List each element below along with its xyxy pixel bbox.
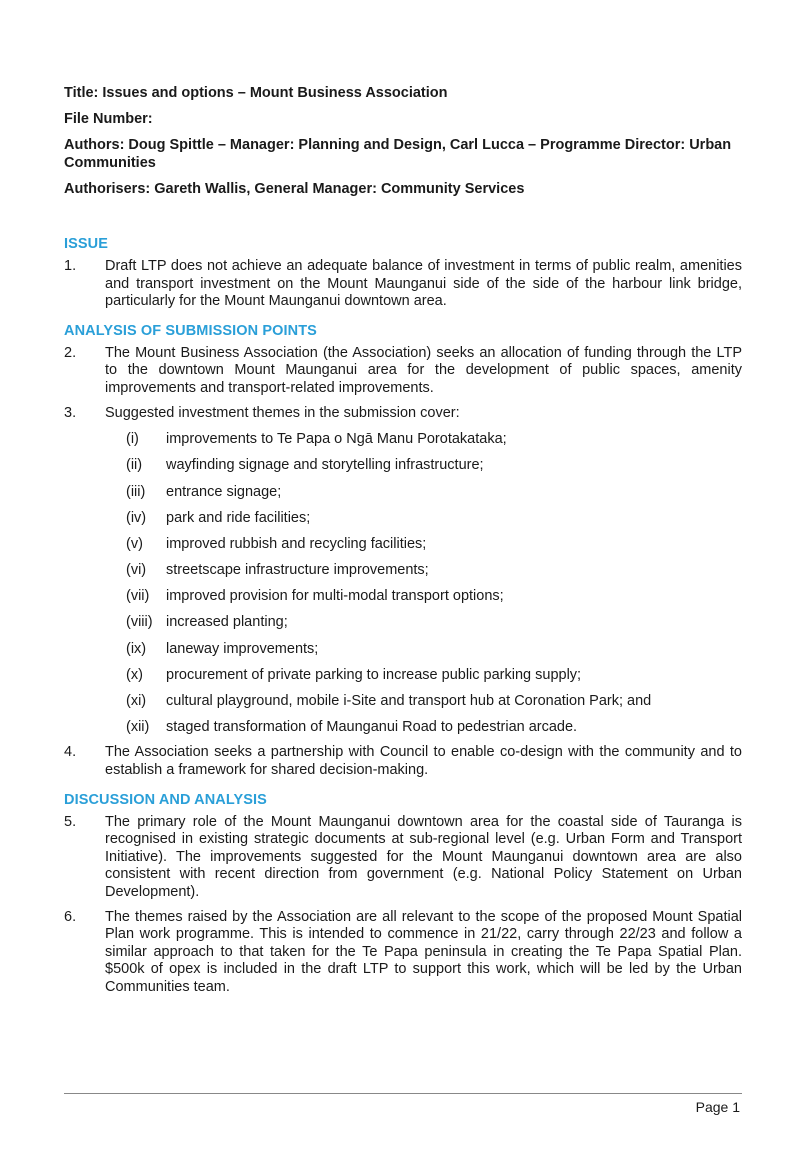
paragraph-number: 6. <box>64 908 77 925</box>
list-item-text: wayfinding signage and storytelling infrastructure; <box>166 457 484 474</box>
section-heading-discussion: DISCUSSION AND ANALYSIS <box>64 791 267 808</box>
paragraph-number: 2. <box>64 344 77 361</box>
list-item <box>64 456 742 474</box>
footer-divider <box>64 1093 742 1094</box>
list-item-text: improved rubbish and recycling facilities; <box>166 535 427 552</box>
paragraph-3 <box>64 405 742 423</box>
list-item-text: improvements to Te Papa o Ngā Manu Porotakataka; <box>166 431 507 448</box>
list-item-number: (viii) <box>126 614 153 631</box>
paragraph-text: The Association seeks a partnership with Council to enable co-design with the community and to establish a framework for shared decision-making. <box>105 744 742 778</box>
list-item <box>64 483 742 501</box>
paragraph-number: 1. <box>64 258 77 274</box>
list-item-text: streetscape infrastructure improvements; <box>166 562 429 579</box>
list-item-text: cultural playground, mobile i-Site and transport hub at Coronation Park; and <box>166 693 652 710</box>
section-heading-issue: ISSUE <box>64 236 109 252</box>
list-item <box>64 666 742 684</box>
file-number: File Number: <box>64 111 153 127</box>
paragraph-text: The Mount Business Association (the Association) seeks an allocation of funding through the LTP to the downtown Mount Maunganui area for the development of public spaces, amenity improvements and transport-related improvements. <box>105 344 742 396</box>
paragraph-number: 4. <box>64 744 77 761</box>
list-item <box>64 561 742 579</box>
list-item-text: park and ride facilities; <box>166 509 311 526</box>
list-item-number: (iv) <box>126 509 147 526</box>
list-item-number: (xii) <box>126 719 150 736</box>
authors-line: Authors: Doug Spittle – Manager: Planning and Design, Carl Lucca – Programme Director: Urban Communities <box>64 137 732 171</box>
list-item <box>64 640 742 658</box>
list-item-number: (vi) <box>126 562 147 579</box>
themes-list <box>64 430 742 736</box>
list-item <box>64 718 742 736</box>
list-item-text: laneway improvements; <box>166 640 319 657</box>
paragraph-6 <box>64 909 742 997</box>
list-item-number: (i) <box>126 431 139 448</box>
list-item-number: (xi) <box>126 693 147 710</box>
list-item-number: (ii) <box>126 457 143 474</box>
list-item <box>64 587 742 605</box>
list-item-number: (v) <box>126 535 143 552</box>
paragraph-1 <box>64 258 742 311</box>
paragraph-number: 5. <box>64 813 77 830</box>
list-item <box>64 430 742 448</box>
list-item <box>64 509 742 527</box>
list-item-number: (x) <box>126 666 143 683</box>
section-heading-analysis: ANALYSIS OF SUBMISSION POINTS <box>64 322 317 339</box>
paragraph-text: Suggested investment themes in the submission cover: <box>105 404 460 421</box>
list-item-text: increased planting; <box>166 614 288 631</box>
list-item-number: (iii) <box>126 483 146 500</box>
list-item-number: (ix) <box>126 640 147 657</box>
page-number: Page 1 <box>695 1099 740 1115</box>
document-title: Title: Issues and options – Mount Business Association <box>64 85 448 101</box>
paragraph-4 <box>64 744 742 779</box>
paragraph-2 <box>64 345 742 398</box>
list-item <box>64 613 742 631</box>
paragraph-text: The primary role of the Mount Maunganui downtown area for the coastal side of Tauranga is recognised in existing strategic documents at sub-regional level (e.g. Urban Form and Transport Initiative). The improvements suggested for the Mount Maunganui downtown area are also consistent with recent direction from government (e.g. National Policy Statement on Urban Development). <box>105 813 742 900</box>
list-item-text: entrance signage; <box>166 483 282 500</box>
list-item-number: (vii) <box>126 588 150 605</box>
list-item-text: staged transformation of Maunganui Road to pedestrian arcade. <box>166 719 578 736</box>
paragraph-text: The themes raised by the Association are all relevant to the scope of the proposed Mount Spatial Plan work programme. This is intended to commence in 21/22, carry through 22/23 and follow a similar approach to that taken for the Te Papa peninsula in creating the Te Papa Spatial Plan. $500k of opex is included in the draft LTP to support this work, which will be led by the Urban Communities team. <box>105 908 742 995</box>
paragraph-number: 3. <box>64 404 77 421</box>
list-item <box>64 535 742 553</box>
paragraph-5 <box>64 814 742 902</box>
authorisers-line <box>64 180 742 198</box>
authorisers-value: : Gareth Wallis, General Manager: Community Services <box>145 181 525 197</box>
list-item-text: improved provision for multi-modal transport options; <box>166 588 504 605</box>
list-item-text: procurement of private parking to increase public parking supply; <box>166 666 582 683</box>
list-item <box>64 692 742 710</box>
authorisers-label: Authorisers <box>64 181 146 197</box>
paragraph-text: Draft LTP does not achieve an adequate balance of investment in terms of public realm, amenities and transport investment on the Mount Maunganui side of the side of the harbour link bridge, particularly for the Mount Maunganui downtown area. <box>105 258 742 310</box>
document-page <box>64 84 742 1004</box>
